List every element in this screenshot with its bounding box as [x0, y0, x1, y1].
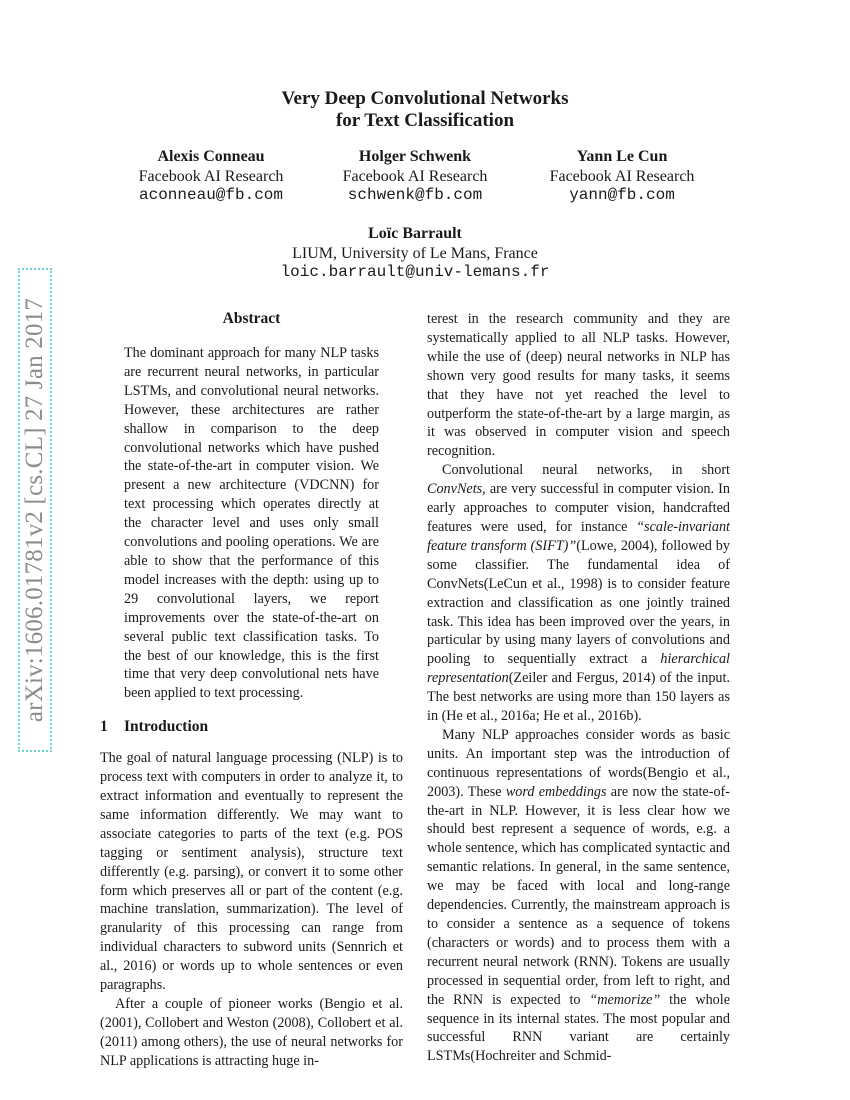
right-column — [427, 310, 730, 1066]
abstract-text: The dominant approach for many NLP tasks are recurrent neural networks, in particular LSTMs, and convolutional neural networks. However, these architectures are rather shallow in comparison to the deep convolutional networks which have pushed the state-of-the-art in computer vision. We present a new architecture (VDCNN) for text processing which operates directly at the character level and uses only small convolutions and pooling operations. We are able to show that the performance of this model increases with the depth: using up to 29 convolutional layers, we report improvements over the state-of-the-art on several public text classification tasks. To the best of our knowledge, this is the first time that very deep convolutional nets have been applied to text processing. — [124, 345, 379, 702]
intro-paragraph-2: After a couple of pioneer works (Bengio et al. (2001), Collobert and Weston (2008), Collobert et al. (2011) among others), the use of neural networks for NLP applications is attracting huge in- — [100, 996, 403, 1069]
title-line-2: for Text Classification — [335, 110, 515, 131]
emphasis-text: “scale-invariant feature transform (SIFT)” — [427, 518, 730, 554]
author-name: Loïc Barrault — [368, 225, 462, 242]
author-name: Alexis Conneau — [157, 148, 265, 165]
text-run: the whole sequence in its internal states. The most popular and successful RNN variant are certainly LSTMs(Hochreiter and Schmid- — [427, 991, 730, 1065]
author-email: yann@fb.com — [569, 186, 675, 204]
author-name: Holger Schwenk — [358, 148, 472, 165]
arxiv-stamp-text: arXiv:1606.01781v2 [cs.CL] 27 Jan 2017 — [21, 297, 48, 723]
left-column — [100, 309, 403, 1071]
author-name: Yann Le Cun — [576, 148, 668, 165]
body-paragraph-3 — [427, 726, 730, 1066]
paper-title — [0, 88, 850, 132]
author-block — [111, 147, 311, 206]
emphasis-text: hierarchical representation — [427, 651, 730, 687]
emphasis-text: ConvNets — [427, 481, 483, 498]
emphasis-text: word embeddings — [505, 783, 607, 800]
author-email: schwenk@fb.com — [347, 186, 483, 204]
text-run: (Lowe, 2004), followed by some classifier. The fundamental idea of ConvNets(LeCun et al., 1998) is to consider feature extraction and classification as one jointly trained task. This idea has been improved over the years, in particular by using many layers of convolutions and pooling to sequentially extract a — [427, 537, 730, 668]
author-block — [522, 147, 722, 206]
abstract-heading: Abstract — [222, 310, 281, 327]
arxiv-stamp — [18, 268, 52, 752]
text-run: (Zeiler and Fergus, 2014) of the input. The best networks are using more than 150 layers as in (He et al., 2016a; He et al., 2016b). — [427, 670, 730, 725]
title-line-1: Very Deep Convolutional Networks — [281, 88, 569, 109]
emphasis-text: “memorize” — [589, 991, 661, 1008]
section-heading — [100, 717, 403, 737]
text-run: , are very successful in computer vision. In early approaches to computer vision, handcrafted features were used, for instance — [427, 481, 730, 535]
text-run: are now the state-of-the-art in NLP. However, it is less clear how we should best represent a sequence of words, e.g. a whole sentence, which has complicated syntactic and semantic relations. In general, in the same sentence, we may be faced with local and long-range dependencies. Currently, the mainstream approach is to consider a sentence as a sequence of tokens (characters or words) and to process them with a recurrent neural network (RNN). Tokens are usually processed in sequential order, from left to right, and the RNN is expected to — [427, 783, 730, 1008]
text-run: Many NLP approaches consider words as basic units. An important step was the introduction of continuous representations of words(Bengio et al., 2003). These — [427, 726, 730, 800]
intro-paragraph-1: The goal of natural language processing (NLP) is to process text with computers in order to analyze it, to extract information and eventually to represent the same information differently. We may want to associate categories to parts of the text (e.g. POS tagging or sentiment analysis), structure text differently (e.g. parsing), or convert it to some other form which preserves all or part of the content (e.g. machine translation, summarization). The level of granularity of this processing can range from individual characters to subword units (Sennrich et al., 2016) or words up to whole sentences or even paragraphs. — [100, 750, 403, 994]
author-block — [315, 147, 515, 206]
author-email: loic.barrault@univ-lemans.fr — [280, 263, 550, 281]
section-number: 1 — [100, 718, 108, 736]
body-paragraph-2 — [427, 461, 730, 726]
author-affiliation: Facebook AI Research — [138, 167, 284, 185]
body-paragraph-1: terest in the research community and they are systematically applied to all NLP tasks. However, while the use of (deep) neural networks in NLP has shown very good results for many tasks, it seems that they have not yet reached the level to outperform the state-of-the-art by a large margin, as it was observed in computer vision and speech recognition. — [427, 311, 730, 460]
author-affiliation: Facebook AI Research — [342, 167, 488, 185]
text-run: Convolutional neural networks, in short — [442, 462, 730, 479]
author-affiliation: LIUM, University of Le Mans, France — [292, 244, 538, 262]
section-title: Introduction — [124, 718, 209, 736]
author-block — [200, 224, 630, 283]
author-affiliation: Facebook AI Research — [549, 167, 695, 185]
author-email: aconneau@fb.com — [138, 186, 284, 204]
